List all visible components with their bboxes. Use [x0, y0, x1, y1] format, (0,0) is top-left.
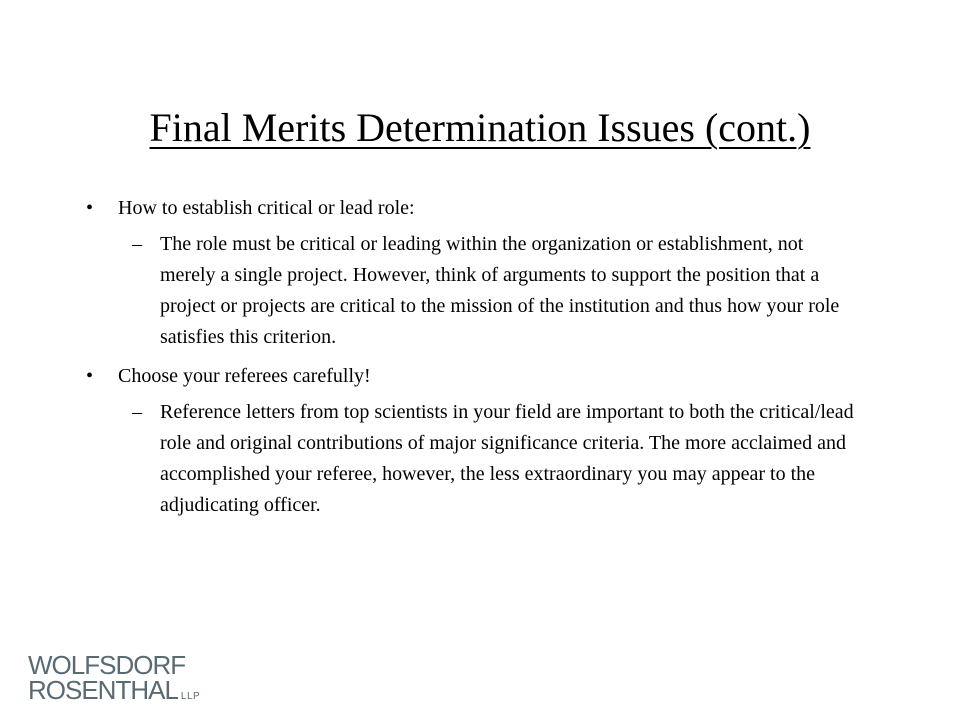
bullet-text: How to establish critical or lead role:	[118, 197, 415, 219]
bullet-item	[0, 193, 878, 223]
slide-body	[0, 193, 960, 529]
sub-bullet-text: Reference letters from top scientists in your field are important to both the critical/lead role and original contributions of major significance criteria. The more acclaimed and accomplished your referee, however, the less extraordinary you may appear to the adjudicating officer.	[160, 401, 854, 516]
sub-bullet-item	[0, 397, 860, 521]
sub-bullet-text: The role must be critical or leading within the organization or establishment, not merely a single project. However, think of arguments to support the position that a project or projects are critical to the mission of the institution and thus how your role satisfies this criterion.	[160, 233, 840, 348]
bullet-text: Choose your referees carefully!	[118, 365, 371, 387]
bullet-item	[0, 361, 878, 391]
logo-suffix: LLP	[180, 691, 201, 702]
slide-title: Final Merits Determination Issues (cont.)	[149, 105, 811, 150]
sub-bullet-item	[0, 229, 860, 353]
logo-line-1: WOLFSDORF	[28, 650, 186, 680]
sub-bullet-marker: –	[132, 401, 142, 423]
logo-line-2	[28, 675, 201, 709]
logo-line-2-text: ROSENTHAL	[28, 675, 178, 705]
firm-logo	[28, 650, 201, 709]
sub-bullet-marker: –	[132, 233, 142, 255]
bullet-marker: •	[86, 197, 94, 219]
bullet-marker: •	[86, 365, 94, 387]
